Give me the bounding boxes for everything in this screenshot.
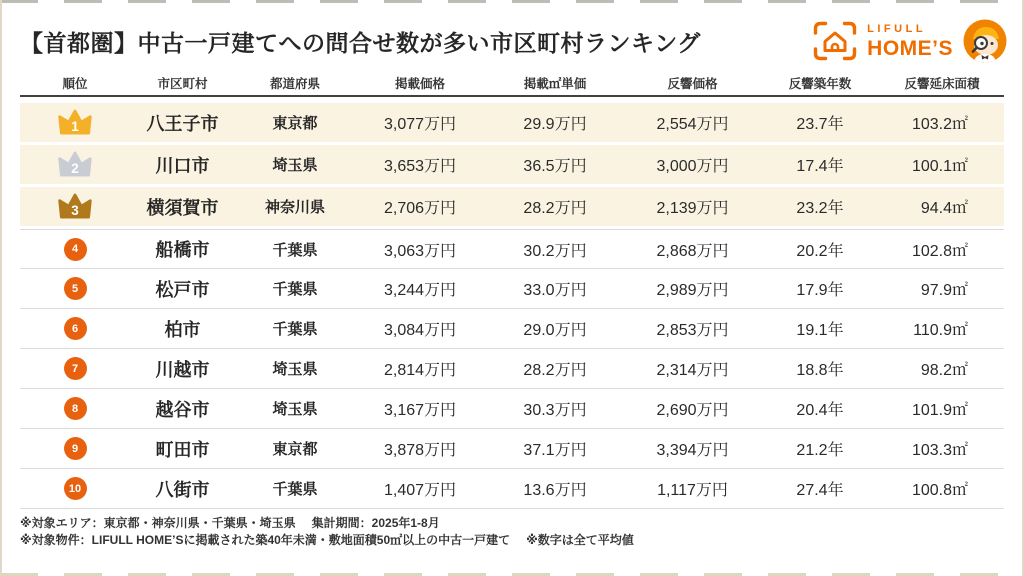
- listed-price: 2,814万円: [383, 362, 457, 379]
- response-age: 18.8年: [796, 362, 844, 379]
- response-floor-area: 100.8㎡: [911, 482, 968, 499]
- listed-unit-price: 30.3万円: [523, 402, 587, 419]
- rank-cell: [20, 477, 130, 500]
- rank-cell: [20, 151, 130, 178]
- response-floor-area: 101.9㎡: [911, 402, 968, 419]
- response-floor-area: 100.1㎡: [911, 158, 968, 175]
- svg-text:3: 3: [71, 203, 79, 219]
- response-age: 23.2年: [796, 200, 844, 217]
- prefecture: 神奈川県: [264, 199, 325, 216]
- rank-cell: [20, 397, 130, 420]
- column-header-response-price: 反響価格: [667, 76, 718, 91]
- response-price: 2,139万円: [656, 200, 729, 217]
- prefecture: 埼玉県: [272, 361, 318, 378]
- rank-badge: 9: [64, 437, 87, 460]
- footnote-target-area: ※対象エリア：東京都・神奈川県・千葉県・埼玉県: [20, 516, 296, 530]
- column-header-response-area: 反響延床面積: [904, 76, 980, 91]
- table-row: [20, 389, 1004, 429]
- header: [0, 0, 1024, 70]
- response-age: 27.4年: [796, 482, 844, 499]
- table-row: [20, 187, 1004, 226]
- table-row: [20, 309, 1004, 349]
- response-age: 17.4年: [796, 158, 844, 175]
- listed-unit-price: 28.2万円: [523, 200, 587, 217]
- table-row: [20, 429, 1004, 469]
- response-floor-area: 97.9㎡: [920, 282, 968, 299]
- response-floor-area: 98.2㎡: [920, 362, 968, 379]
- response-price: 1,117万円: [657, 482, 728, 499]
- column-header-rank: 順位: [62, 76, 88, 91]
- city-name: 横須賀市: [146, 197, 219, 218]
- rank-crown-icon: [58, 151, 92, 178]
- response-age: 23.7年: [796, 116, 844, 133]
- rank-cell: [20, 317, 130, 340]
- column-header-listed-price: 掲載価格: [394, 76, 445, 91]
- listed-unit-price: 36.5万円: [523, 158, 587, 175]
- listed-price: 3,077万円: [383, 116, 457, 133]
- response-price: 2,868万円: [656, 242, 729, 260]
- rank-badge: 7: [64, 357, 87, 380]
- listed-price: 3,063万円: [383, 242, 457, 260]
- table-row: [20, 145, 1004, 184]
- column-header-city: 市区町村: [157, 76, 208, 91]
- table-body: [20, 103, 1004, 509]
- response-price: 2,853万円: [656, 322, 729, 339]
- response-price: 2,690万円: [656, 402, 729, 419]
- rank-badge: 4: [64, 238, 87, 261]
- logo-brand-lifull: LIFULL: [867, 22, 927, 35]
- listed-unit-price: 33.0万円: [523, 282, 587, 299]
- lifull-homes-logo: [812, 18, 1008, 64]
- rank-crown-icon: [58, 109, 92, 136]
- rank-badge: 10: [64, 477, 87, 500]
- response-price: 3,000万円: [656, 158, 729, 175]
- response-floor-area: 103.2㎡: [911, 116, 968, 133]
- logo-wordmark: [867, 24, 953, 59]
- prefecture: 千葉県: [272, 281, 318, 298]
- footnote-average-note: ※数字は全て平均値: [526, 533, 634, 547]
- prefecture: 埼玉県: [272, 401, 318, 418]
- rank-cell: [20, 277, 130, 300]
- rank-cell: [20, 109, 130, 136]
- listed-unit-price: 29.9万円: [523, 116, 587, 133]
- footnote-period: 集計期間：2025年1-8月: [311, 516, 440, 530]
- prefecture: 埼玉県: [272, 157, 318, 174]
- response-age: 20.4年: [796, 402, 844, 419]
- rank-crown-icon: [58, 193, 92, 220]
- response-price: 2,554万円: [656, 116, 729, 133]
- response-floor-area: 94.4㎡: [920, 200, 968, 217]
- table-row: [20, 103, 1004, 142]
- table-row: [20, 349, 1004, 389]
- city-name: 八街市: [155, 479, 210, 500]
- response-floor-area: 103.3㎡: [911, 442, 968, 459]
- prefecture: 東京都: [272, 441, 318, 458]
- prefecture: 東京都: [272, 115, 318, 132]
- table-row: [20, 469, 1004, 509]
- column-header-listed-unit-price: 掲載㎡単価: [523, 76, 587, 91]
- city-name: 町田市: [155, 439, 210, 460]
- rank-cell: [20, 238, 130, 261]
- footnote-target-property: ※対象物件：LIFULL HOME’Sに掲載された築40年未満・敷地面積50㎡以上の中古一戸建て: [20, 533, 511, 547]
- listed-price: 3,084万円: [383, 322, 457, 339]
- prefecture: 千葉県: [272, 481, 318, 498]
- city-name: 越谷市: [155, 399, 210, 420]
- table-row: [20, 229, 1004, 269]
- house-viewfinder-icon: [812, 20, 858, 62]
- footnote-line-2: [20, 532, 1004, 549]
- listed-price: 1,407万円: [383, 482, 457, 499]
- response-age: 21.2年: [796, 442, 844, 459]
- city-name: 八王子市: [146, 113, 219, 134]
- city-name: 川口市: [155, 155, 210, 176]
- listed-price: 2,706万円: [383, 200, 457, 217]
- rank-cell: [20, 357, 130, 380]
- logo-brand-homes: HOME’S: [867, 36, 953, 60]
- response-price: 3,394万円: [656, 442, 729, 459]
- response-floor-area: 102.8㎡: [911, 242, 968, 260]
- prefecture: 千葉県: [272, 241, 318, 259]
- city-name: 船橋市: [155, 240, 210, 260]
- rank-badge: 8: [64, 397, 87, 420]
- rank-badge: 6: [64, 317, 87, 340]
- response-floor-area: 110.9㎡: [913, 322, 968, 339]
- listed-unit-price: 29.0万円: [523, 322, 587, 339]
- mascot-icon: [962, 18, 1008, 64]
- listed-price: 3,167万円: [383, 402, 457, 419]
- svg-text:1: 1: [71, 119, 79, 135]
- response-price: 2,989万円: [656, 282, 729, 299]
- border-left: [0, 0, 2, 576]
- listed-unit-price: 37.1万円: [523, 442, 587, 459]
- column-header-prefecture: 都道府県: [269, 76, 320, 91]
- rank-badge: 5: [64, 277, 87, 300]
- footnote-line-1: [20, 515, 1004, 532]
- rank-cell: [20, 437, 130, 460]
- footnotes: [20, 515, 1004, 549]
- prefecture: 千葉県: [272, 321, 318, 338]
- listed-unit-price: 28.2万円: [523, 362, 587, 379]
- city-name: 柏市: [164, 319, 201, 340]
- rank-cell: [20, 193, 130, 220]
- column-header-response-age: 反響築年数: [788, 76, 852, 91]
- city-name: 川越市: [155, 359, 210, 380]
- listed-unit-price: 13.6万円: [523, 482, 587, 499]
- table-header-row: [20, 70, 1004, 97]
- response-age: 19.1年: [796, 322, 844, 339]
- response-age: 20.2年: [796, 242, 844, 260]
- table-row: [20, 269, 1004, 309]
- listed-price: 3,653万円: [383, 158, 457, 175]
- listed-price: 3,244万円: [383, 282, 457, 299]
- listed-price: 3,878万円: [383, 442, 457, 459]
- listed-unit-price: 30.2万円: [523, 242, 587, 260]
- response-price: 2,314万円: [656, 362, 729, 379]
- svg-text:2: 2: [71, 161, 79, 177]
- response-age: 17.9年: [796, 282, 844, 299]
- city-name: 松戸市: [155, 279, 210, 300]
- page-title: 【首都圏】中古一戸建てへの問合せ数が多い市区町村ランキング: [20, 29, 701, 56]
